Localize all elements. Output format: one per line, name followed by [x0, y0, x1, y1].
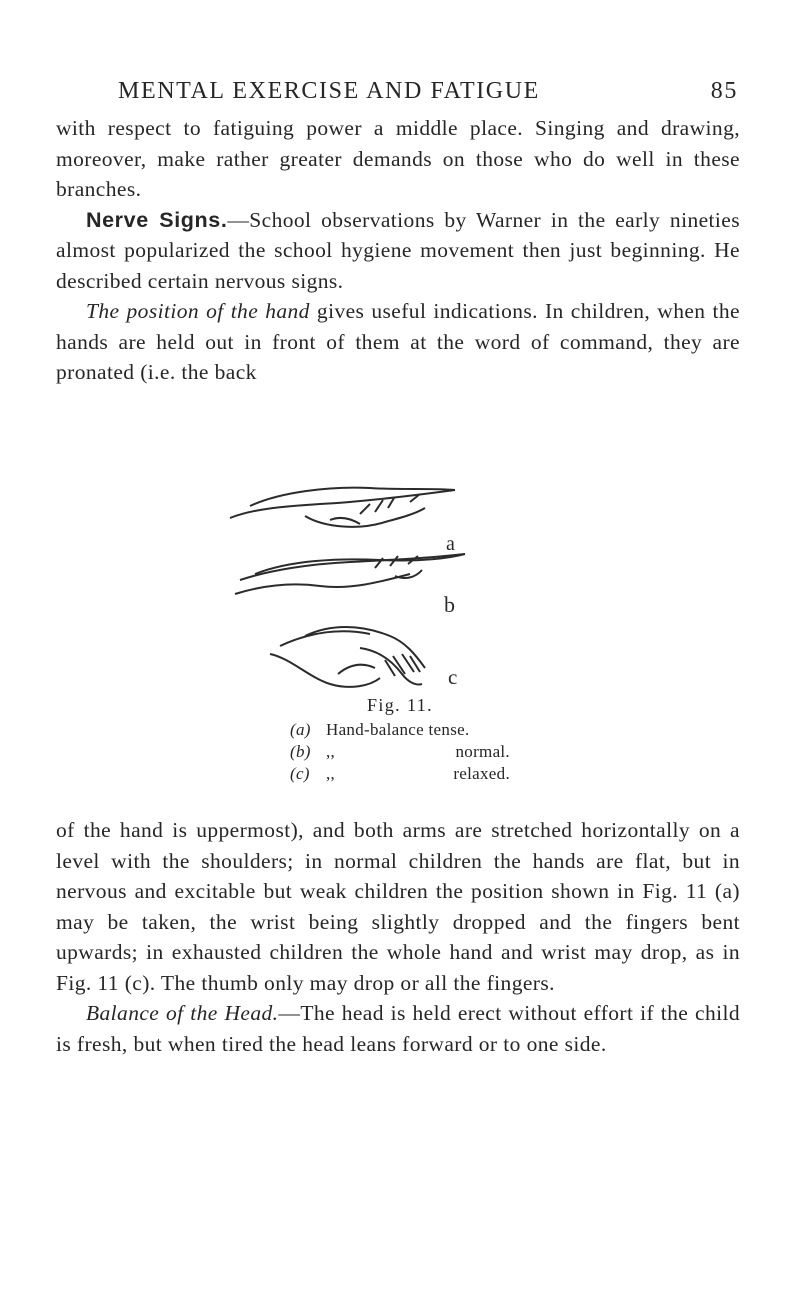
italic-heading-balance-head: Balance of the Head.: [86, 1001, 279, 1025]
figure-label-a: a: [446, 533, 455, 555]
caption-row-c: (c) ,, relaxed.: [290, 764, 510, 783]
paragraph-nerve-signs: Nerve Signs.—School observations by Warner in the early nineties almost popularized the school hygiene movement then just beginning. He described certain nervous signs.: [56, 207, 741, 293]
caption-row-a: (a) Hand-balance tense.: [290, 720, 470, 739]
hand-a-illustration: [230, 488, 455, 527]
italic-heading-hand-position: The position of the hand: [86, 299, 310, 323]
paragraph-balance-head: Balance of the Head.—The head is held erect without effort if the child is fresh, but when tired the head leans forward or to one side.: [56, 1001, 740, 1056]
figure-label-b: b: [444, 592, 455, 617]
page-header: [118, 78, 738, 118]
paragraph-continuation: with respect to fatiguing power a middle place. Singing and drawing, moreover, make rather greater demands on those who do well in these branches.: [56, 116, 740, 201]
figure-hand-positions: [210, 478, 510, 688]
paragraph-hand-description: of the hand is uppermost), and both arms are stretched horizontally on a level with the shoulders; in normal children the hands are flat, but in nervous and excitable but weak children the position shown in Fig. 11 (a) may be taken, the wrist being slightly dropped and the fingers bent upwards; in exhausted children the whole hand and wrist may drop, as in Fig. 11 (c). The thumb only may drop or all the fingers.: [56, 818, 740, 995]
figure-title: Fig. 11.: [366, 695, 434, 715]
hand-illustrations: [210, 478, 510, 688]
figure-caption: [290, 694, 510, 785]
page-number: 85: [710, 78, 738, 104]
section-heading-nerve-signs: Nerve Signs.: [86, 207, 228, 232]
running-title: MENTAL EXERCISE AND FATIGUE: [118, 78, 540, 104]
hand-c-illustration: [270, 627, 425, 687]
paragraph-hand-position: The position of the hand gives useful indications. In children, when the hands are held out in front of them at the word of command, they are pronated (i.e. the back: [56, 299, 740, 384]
body-text-top: [56, 113, 740, 388]
hand-b-illustration: [235, 554, 465, 594]
body-text-bottom: [56, 815, 740, 1059]
caption-row-b: (b) ,, normal.: [290, 742, 510, 761]
figure-label-c: c: [448, 665, 458, 688]
